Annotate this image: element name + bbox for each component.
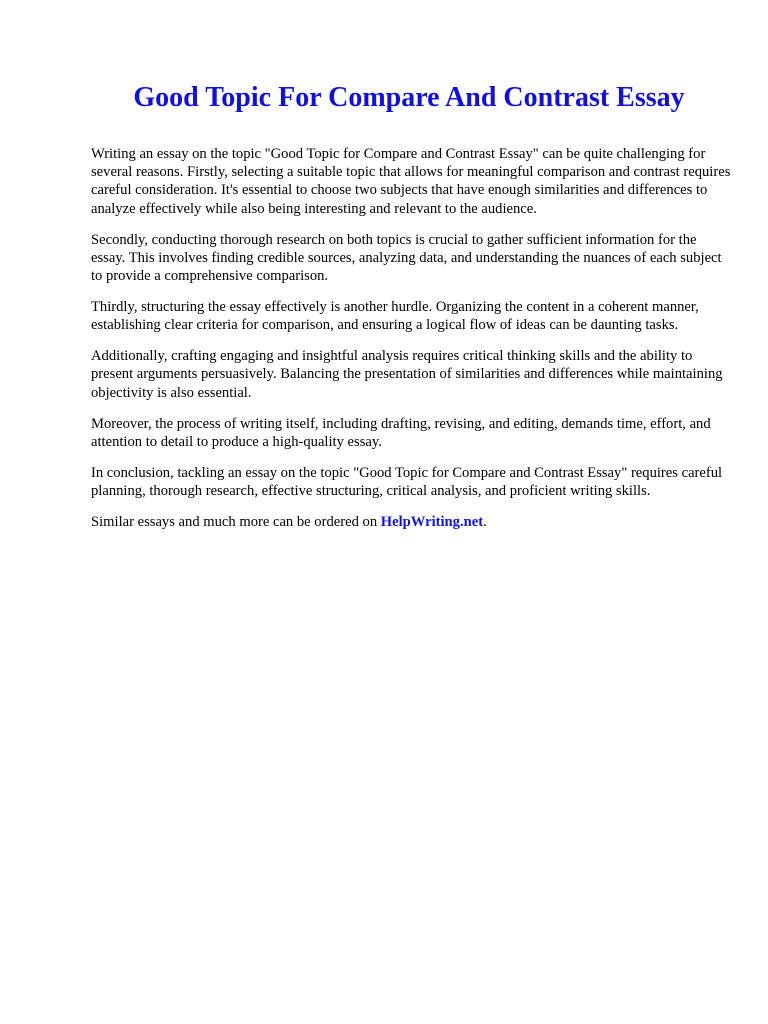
paragraph-research: Secondly, conducting thorough research on both topics is crucial to gather sufficient information for the essay. This involves finding credible sources, analyzing data, and understanding the nuances of each subject to provide a comprehensive comparison.: [91, 231, 722, 285]
paragraph-structure: Thirdly, structuring the essay effectively is another hurdle. Organizing the content in a coherent manner, establishing clear criteria for comparison, and ensuring a logical flow of ideas can be daunting tasks.: [91, 299, 699, 334]
paragraph-writing-process: Moreover, the process of writing itself, including drafting, revising, and editing, demands time, effort, and attention to detail to produce a high-quality essay.: [91, 415, 711, 450]
document-body: [91, 145, 731, 544]
footer-prefix: Similar essays and much more can be ordered on: [91, 514, 381, 531]
paragraph-intro: Writing an essay on the topic "Good Topic for Compare and Contrast Essay" can be quite challenging for several reasons. Firstly, selecting a suitable topic that allows for meaningful comparison and contrast requires careful consideration. It's essential to choose two subjects that have enough similarities and differences to analyze effectively while also being interesting and relevant to the audience.: [91, 146, 731, 217]
footer-suffix: .: [483, 514, 487, 531]
document-title: Good Topic For Compare And Contrast Essay: [133, 82, 685, 113]
helpwriting-link[interactable]: HelpWriting.net: [380, 514, 484, 531]
paragraph-footer: [91, 513, 731, 531]
paragraph-analysis: Additionally, crafting engaging and insightful analysis requires critical thinking skills and the ability to present arguments persuasively. Balancing the presentation of similarities and differences while maintaining objectivity is also essential.: [91, 348, 723, 401]
paragraph-conclusion: In conclusion, tackling an essay on the topic "Good Topic for Compare and Contrast Essay" requires careful planning, thorough research, effective structuring, critical analysis, and proficient writing skills.: [91, 464, 723, 500]
